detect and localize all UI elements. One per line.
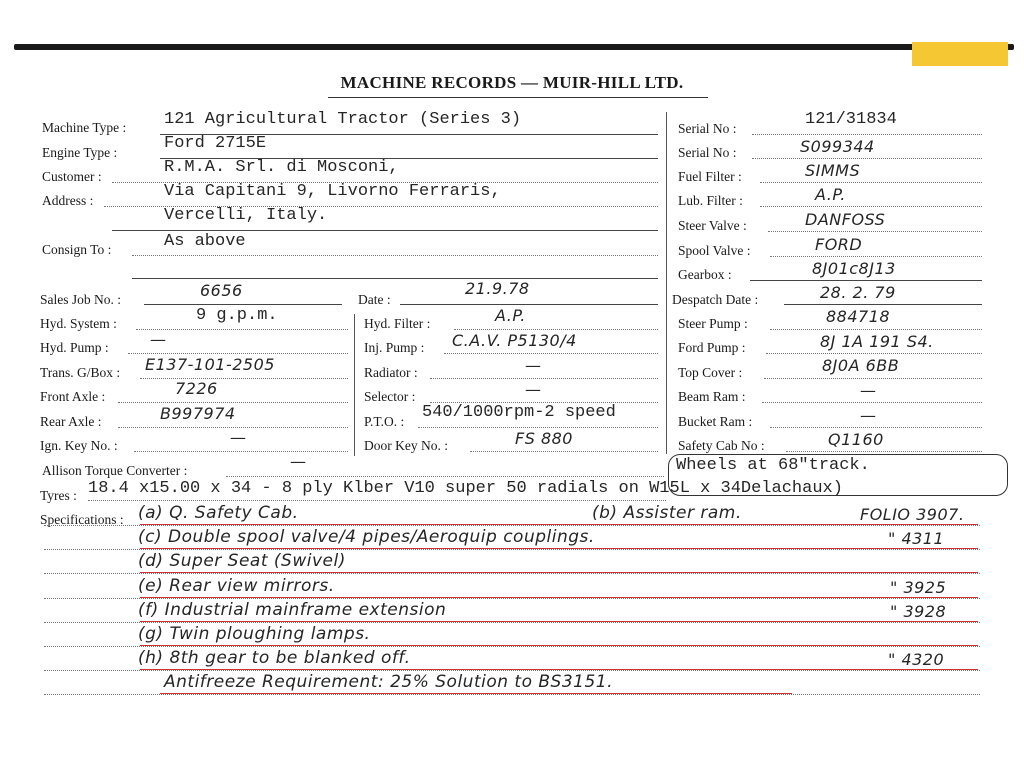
consign-to-line (132, 255, 658, 256)
spec-item-a: (a) Q. Safety Cab. (138, 503, 299, 523)
serial-no-2-value: S099344 (800, 137, 875, 156)
serial-no-2-line (752, 158, 982, 159)
spec-item-d: (d) Super Seat (Swivel) (138, 551, 346, 571)
ign-key-no-line (134, 451, 348, 452)
column-divider-left (354, 314, 355, 456)
sales-job-no-value: 6656 (200, 281, 243, 300)
engine-type-label: Engine Type : (42, 145, 118, 160)
spec-dotline-8 (44, 694, 980, 695)
front-axle-value: 7226 (175, 379, 218, 398)
lub-filter-label: Lub. Filter : (678, 193, 743, 208)
yellow-tab (912, 42, 1008, 66)
selector-value: — (525, 380, 542, 399)
spec-dotline-1 (44, 525, 980, 526)
top-cover-value: 8J0A 6BB (822, 356, 900, 375)
bucket-ram-value: — (860, 406, 877, 425)
spec-redline-5 (140, 621, 978, 622)
front-axle-label: Front Axle : (40, 389, 106, 404)
door-key-no-line (470, 451, 658, 452)
fuel-filter-label: Fuel Filter : (678, 169, 742, 184)
trans-gbox-line (140, 378, 348, 379)
spec-item-f: (f) Industrial mainframe extension (138, 600, 447, 620)
safety-cab-no-label: Safety Cab No : (678, 438, 765, 453)
hyd-system-label: Hyd. System : (40, 316, 117, 331)
spec-dotline-4 (44, 598, 980, 599)
safety-cab-no-value: Q1160 (828, 430, 884, 449)
safety-cab-no-line (786, 451, 982, 452)
spec-item-c: (c) Double spool valve/4 pipes/Aeroquip couplings. (138, 527, 595, 547)
fuel-filter-line (760, 182, 982, 183)
serial-no-1-line (752, 134, 982, 135)
beam-ram-label: Beam Ram : (678, 389, 746, 404)
spool-valve-value: FORD (815, 235, 863, 254)
spec-redline-4 (140, 597, 978, 598)
hyd-filter-line (454, 329, 658, 330)
steer-pump-line (770, 329, 982, 330)
lub-filter-line (760, 206, 982, 207)
spec-dotline-2 (44, 549, 980, 550)
spec-item-h: (h) 8th gear to be blanked off. (138, 648, 411, 668)
gearbox-line (750, 280, 982, 281)
serial-no-1-value: 121/31834 (805, 110, 897, 129)
address-value-2: Vercelli, Italy. (164, 206, 328, 225)
allison-line (226, 476, 664, 477)
ign-key-no-value: — (230, 428, 247, 447)
front-axle-line (118, 402, 348, 403)
tyres-label: Tyres : (40, 488, 77, 503)
date-line (400, 304, 658, 305)
serial-no-2-label: Serial No : (678, 145, 737, 160)
consign-to-line-2 (132, 278, 658, 279)
spec-folio-5: " 3928 (890, 602, 947, 621)
spec-redline-3 (140, 572, 978, 573)
beam-ram-line (762, 402, 982, 403)
steer-valve-line (768, 231, 982, 232)
column-divider-right (666, 112, 667, 454)
door-key-no-label: Door Key No. : (364, 438, 448, 453)
selector-label: Selector : (364, 389, 416, 404)
spec-dotline-5 (44, 622, 980, 623)
spool-valve-label: Spool Valve : (678, 243, 751, 258)
consign-to-value: As above (164, 232, 246, 251)
ford-pump-line (766, 353, 982, 354)
rear-axle-label: Rear Axle : (40, 414, 102, 429)
steer-pump-value: 884718 (826, 307, 891, 326)
pto-line (418, 427, 658, 428)
tyres-line (88, 500, 666, 501)
inj-pump-line (444, 353, 658, 354)
date-label: Date : (358, 292, 391, 307)
machine-type-value: 121 Agricultural Tractor (Series 3) (164, 110, 522, 129)
spool-valve-line (770, 256, 982, 257)
hyd-pump-line (128, 353, 348, 354)
serial-no-1-label: Serial No : (678, 121, 737, 136)
top-rule (14, 44, 1014, 50)
door-key-no-value: FS 880 (515, 429, 573, 448)
ford-pump-value: 8J 1A 191 S4. (820, 332, 934, 351)
spec-redline-2 (140, 548, 978, 549)
bucket-ram-line (770, 427, 982, 428)
tyres-value: 18.4 x15.00 x 34 - 8 ply Klber V10 super 50 radials on W15L x 34Delachaux) (88, 479, 843, 498)
date-value: 21.9.78 (465, 279, 530, 298)
spec-folio-2: " 4311 (888, 529, 945, 548)
steer-valve-value: DANFOSS (805, 210, 886, 229)
radiator-label: Radiator : (364, 365, 418, 380)
radiator-line (430, 378, 658, 379)
inj-pump-label: Inj. Pump : (364, 340, 425, 355)
engine-type-value: Ford 2715E (164, 134, 267, 153)
radiator-value: — (525, 356, 542, 375)
trans-gbox-value: E137-101-2505 (145, 355, 275, 374)
spec-item-g: (g) Twin ploughing lamps. (138, 624, 371, 644)
hyd-system-line (136, 329, 348, 330)
top-cover-line (764, 378, 982, 379)
spec-dotline-6 (44, 646, 980, 647)
title-underline (328, 97, 708, 98)
spec-redline-7 (140, 669, 978, 670)
allison-value: — (290, 452, 307, 471)
spec-redline-1 (140, 524, 978, 525)
gearbox-value: 8J01c8J13 (812, 259, 896, 278)
inj-pump-value: C.A.V. P5130/4 (452, 331, 577, 350)
address-line-2 (112, 230, 658, 231)
allison-label: Allison Torque Converter : (42, 463, 188, 478)
lub-filter-value: A.P. (815, 185, 846, 204)
pto-value: 540/1000rpm-2 speed (422, 403, 616, 422)
antifreeze-requirement: Antifreeze Requirement: 25% Solution to BS3151. (164, 672, 614, 692)
spec-folio-1: FOLIO 3907. (860, 505, 965, 524)
spec-redline-6 (140, 645, 978, 646)
hyd-filter-value: A.P. (495, 306, 526, 325)
ford-pump-label: Ford Pump : (678, 340, 746, 355)
spec-item-e: (e) Rear view mirrors. (138, 576, 335, 596)
machine-type-label: Machine Type : (42, 120, 127, 135)
top-cover-label: Top Cover : (678, 365, 743, 380)
hyd-filter-label: Hyd. Filter : (364, 316, 431, 331)
hyd-pump-label: Hyd. Pump : (40, 340, 109, 355)
rear-axle-value: B997974 (160, 404, 236, 423)
spec-folio-4: " 3925 (890, 578, 947, 597)
wheels-value: Wheels at 68"track. (676, 456, 870, 475)
spec-folio-7: " 4320 (888, 650, 945, 669)
address-label: Address : (42, 193, 94, 208)
fuel-filter-value: SIMMS (805, 161, 861, 180)
hyd-pump-value: — (150, 330, 167, 349)
spec-item-b: (b) Assister ram. (592, 503, 742, 523)
customer-label: Customer : (42, 169, 102, 184)
trans-gbox-label: Trans. G/Box : (40, 365, 121, 380)
bucket-ram-label: Bucket Ram : (678, 414, 753, 429)
steer-pump-label: Steer Pump : (678, 316, 748, 331)
despatch-date-value: 28. 2. 79 (820, 283, 896, 302)
address-value-1: Via Capitani 9, Livorno Ferraris, (164, 182, 501, 201)
steer-valve-label: Steer Valve : (678, 218, 747, 233)
page-title: MACHINE RECORDS — MUIR-HILL LTD. (340, 73, 684, 92)
spec-redline-8 (160, 693, 792, 694)
despatch-date-label: Despatch Date : (672, 292, 759, 307)
customer-value: R.M.A. Srl. di Mosconi, (164, 158, 399, 177)
gearbox-label: Gearbox : (678, 267, 732, 282)
sales-job-no-line (144, 304, 342, 305)
consign-to-label: Consign To : (42, 242, 112, 257)
specifications-label: Specifications : (40, 512, 124, 527)
pto-label: P.T.O. : (364, 414, 405, 429)
beam-ram-value: — (860, 381, 877, 400)
spec-dotline-3 (44, 573, 980, 574)
hyd-system-value: 9 g.p.m. (196, 306, 278, 325)
sales-job-no-label: Sales Job No. : (40, 292, 121, 307)
despatch-date-line (784, 304, 982, 305)
spec-dotline-7 (44, 670, 980, 671)
ign-key-no-label: Ign. Key No. : (40, 438, 118, 453)
